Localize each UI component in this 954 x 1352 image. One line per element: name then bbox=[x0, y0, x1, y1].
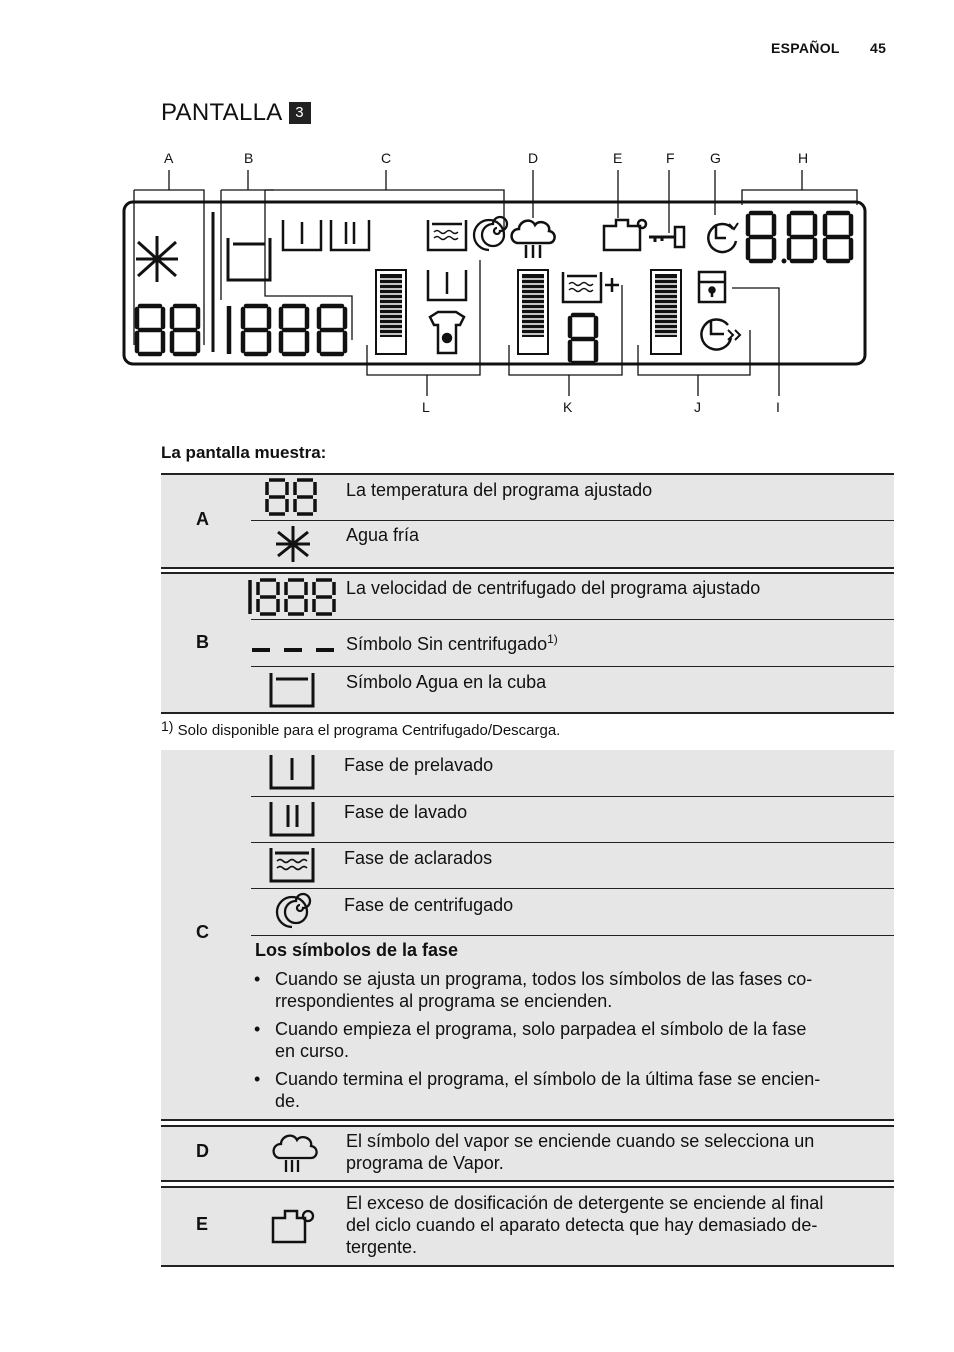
phase-symbols-heading: Los símbolos de la fase bbox=[255, 940, 459, 960]
display-intro: La pantalla muestra: bbox=[161, 443, 327, 462]
row-b-item-3-text: Símbolo Agua en la cuba bbox=[346, 672, 547, 692]
rinse-icon bbox=[268, 845, 316, 885]
detergent-overdose-icon bbox=[270, 1206, 316, 1246]
diagram-label-k: K bbox=[563, 399, 573, 415]
row-d-label: D bbox=[196, 1141, 209, 1161]
diagram-cold-water-icon bbox=[136, 236, 178, 282]
phase-bullet-1-line-1: Cuando se ajusta un programa, todos los símbolos de las fases co- bbox=[275, 969, 813, 989]
row-d-text bbox=[346, 1130, 814, 1174]
spin-icon bbox=[274, 893, 310, 931]
footnote-text: Solo disponible para el programa Centrifugado/Descarga. bbox=[177, 722, 561, 739]
row-e-line-1: El exceso de dosificación de detergente se enciende al final bbox=[346, 1193, 824, 1213]
leader-lines bbox=[134, 170, 857, 396]
row-b-item-1-text: La velocidad de centrifugado del programa ajustado bbox=[346, 578, 761, 598]
diagram-label-i: I bbox=[776, 399, 780, 415]
diagram-label-g: G bbox=[710, 150, 721, 166]
steam-icon bbox=[271, 1134, 315, 1174]
digits-88-icon bbox=[266, 478, 320, 518]
row-a-label: A bbox=[196, 509, 209, 529]
section-badge: 3 bbox=[289, 102, 311, 124]
diagram-label-d: D bbox=[528, 150, 539, 166]
row-c-item-3-text: Fase de aclarados bbox=[344, 848, 493, 868]
page-title-text: PANTALLA bbox=[161, 99, 283, 126]
diagram-label-j: J bbox=[694, 399, 701, 415]
footnote bbox=[161, 718, 560, 739]
phase-bullet-1-line-2: rrespondientes al programa se encienden. bbox=[275, 991, 613, 1011]
diagram-small-digit bbox=[570, 315, 596, 363]
diagram-label-f: F bbox=[666, 150, 675, 166]
row-e-label: E bbox=[196, 1214, 209, 1234]
phase-bullet-2-line-1: Cuando empieza el programa, solo parpadea el símbolo de la fase bbox=[275, 1019, 807, 1039]
row-e-text bbox=[346, 1192, 823, 1258]
diagram-top-labels bbox=[164, 150, 808, 166]
digits-1888-icon bbox=[246, 578, 338, 618]
page-number: 45 bbox=[870, 40, 887, 56]
cold-water-icon bbox=[272, 524, 314, 564]
row-b-item-2-text bbox=[346, 628, 558, 655]
row-d-line-2: programa de Vapor. bbox=[346, 1153, 504, 1173]
row-c-item-1-text: Fase de prelavado bbox=[344, 755, 494, 775]
row-a-item-1-text: La temperatura del programa ajustado bbox=[346, 480, 653, 500]
diagram-label-b: B bbox=[244, 150, 254, 166]
row-c-item-2-text: Fase de lavado bbox=[344, 802, 468, 822]
phase-bullet-3-line-2: de. bbox=[275, 1091, 301, 1111]
row-c-item-4-text: Fase de centrifugado bbox=[344, 895, 514, 915]
phase-bullet-1: • Cuando se ajusta un programa, todos los símbolos de las fases co- rrespondientes al programa se encienden. bbox=[254, 969, 813, 1011]
diagram-label-e: E bbox=[613, 150, 623, 166]
footnote-mark: 1) bbox=[161, 718, 174, 734]
row-b-label: B bbox=[196, 632, 209, 652]
no-spin-label: Símbolo Sin centrifugado bbox=[346, 634, 548, 654]
diagram-label-a: A bbox=[164, 150, 174, 166]
display-diagram bbox=[0, 0, 954, 430]
diagram-level-bars bbox=[376, 270, 681, 354]
row-c-label: C bbox=[196, 922, 209, 942]
row-d-line-1: El símbolo del vapor se enciende cuando se selecciona un bbox=[346, 1131, 815, 1151]
phase-bullet-3-line-1: Cuando termina el programa, el símbolo de la última fase se encien- bbox=[275, 1069, 821, 1089]
diagram-digits-1888 bbox=[229, 306, 345, 354]
diagram-bottom-labels bbox=[422, 399, 780, 415]
row-e-line-2: del ciclo cuando el aparato detecta que hay demasiado de- bbox=[346, 1215, 818, 1235]
header-language: ESPAÑOL bbox=[771, 40, 840, 56]
wash-icon bbox=[268, 799, 316, 839]
phase-bullet-2-line-2: en curso. bbox=[275, 1041, 350, 1061]
row-a-item-2-text: Agua fría bbox=[346, 525, 420, 545]
diagram-water-in-drum-icon bbox=[228, 238, 270, 280]
water-in-drum-icon bbox=[268, 670, 316, 710]
row-e-line-3: tergente. bbox=[346, 1237, 418, 1257]
diagram-digits-888-right bbox=[748, 213, 851, 264]
diagram-label-c: C bbox=[381, 150, 392, 166]
footnote-ref: 1) bbox=[547, 632, 558, 646]
diagram-label-h: H bbox=[798, 150, 809, 166]
phase-bullet-2: • Cuando empieza el programa, solo parpadea el símbolo de la fase en curso. bbox=[254, 1019, 807, 1061]
prewash-icon bbox=[268, 752, 316, 792]
diagram-digits-88 bbox=[137, 306, 198, 354]
diagram-label-l: L bbox=[422, 399, 430, 415]
phase-bullet-3: • Cuando termina el programa, el símbolo de la última fase se encien- de. bbox=[254, 1069, 821, 1111]
no-spin-dashes-icon bbox=[250, 642, 336, 658]
